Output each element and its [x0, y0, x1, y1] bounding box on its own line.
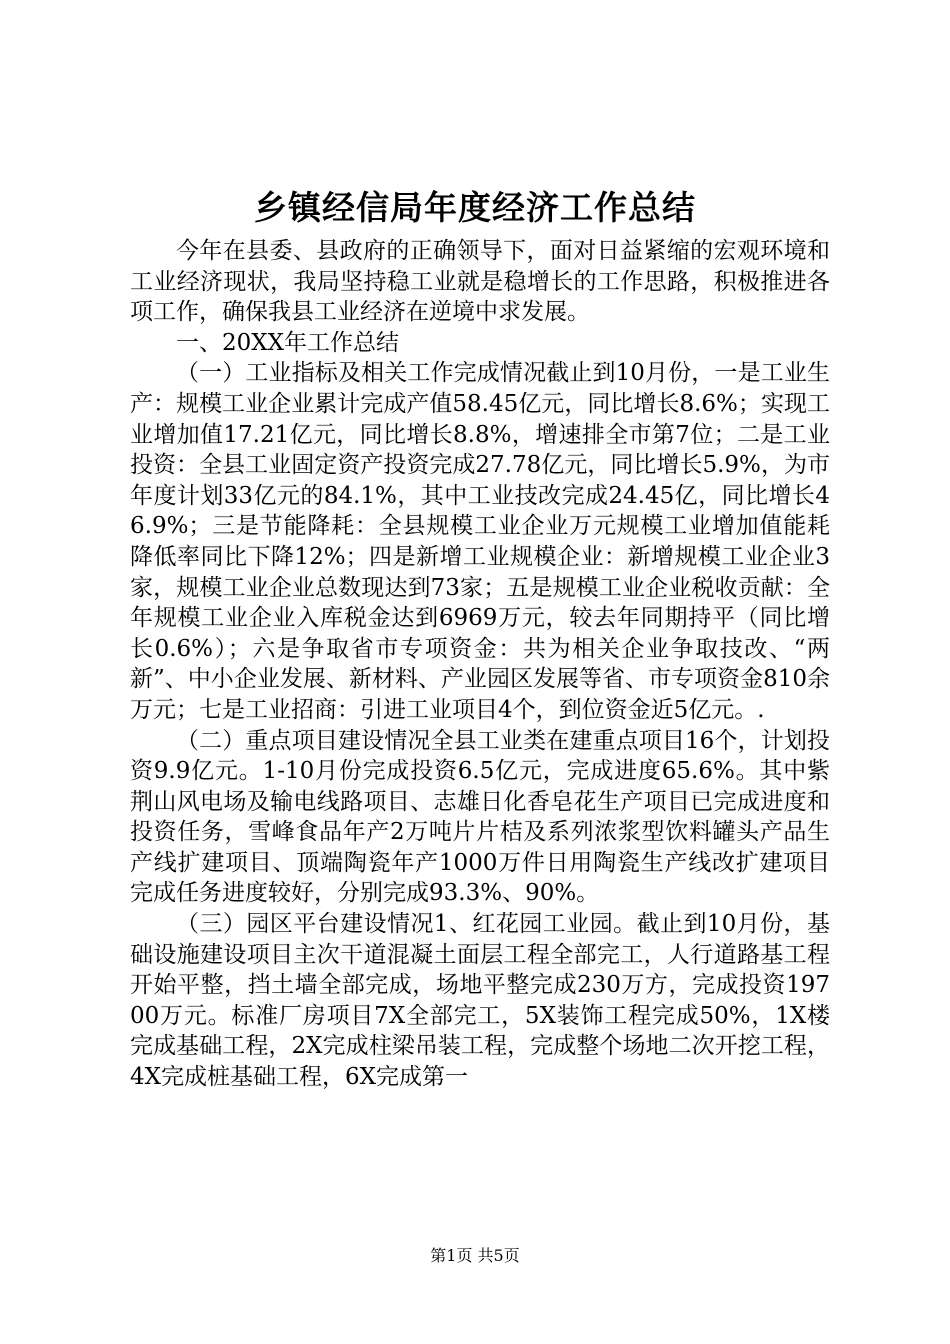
paragraph-key-projects: （二）重点项目建设情况全县工业类在建重点项目16个，计划投资9.9亿元。1-10月份完成投资6.5亿元，完成进度65.6%。其中紫荆山风电场及输电线路项目、志雄日化香皂花生产项目已完成进度和投资任务，雪峰食品年产2万吨片片桔及系列浓浆型饮料罐头产品生产线扩建项目、顶端陶瓷年产1000万件日用陶瓷生产线改扩建项目完成任务进度较好，分别完成93.3%、90%。 [130, 727, 830, 907]
section-heading: 一、20XX年工作总结 [176, 329, 400, 356]
paragraph-industrial-indicators: （一）工业指标及相关工作完成情况截止到10月份，一是工业生产：规模工业企业累计完成产值58.45亿元，同比增长8.6%；实现工业增加值17.21亿元，同比增长8.8%，增速排全市第7位；二是工业投资：全县工业固定资产投资完成27.78亿元，同比增长5.9%，为市年度计划33亿元的84.1%，其中工业技改完成24.45亿，同比增长46.9%；三是节能降耗：全县规模工业企业万元规模工业增加值能耗降低率同比下降12%；四是新增工业规模企业：新增规模工业企业3家，规模工业企业总数现达到73家；五是规模工业企业税收贡献：全年规模工业企业入库税金达到6969万元，较去年同期持平（同比增长0.6%）；六是争取省市专项资金：共为相关企业争取技改、“两新”、中小企业发展、新材料、产业园区发展等省、市专项资金810余万元；七是工业招商：引进工业项目4个，到位资金近5亿元。. [130, 360, 830, 723]
document-body [130, 236, 830, 1093]
document-title: 乡镇经信局年度经济工作总结 [254, 188, 696, 227]
paragraph-intro: 今年在县委、县政府的正确领导下，面对日益紧缩的宏观环境和工业经济现状，我局坚持稳工业就是稳增长的工作思路，积极推进各项工作，确保我县工业经济在逆境中求发展。 [130, 238, 830, 326]
paragraph-park-platform: （三）园区平台建设情况1、红花园工业园。截止到10月份，基础设施建设项目主次干道混凝土面层工程全部完工，人行道路基工程开始平整，挡土墙全部完成，场地平整完成230万方，完成投资19700万元。标准厂房项目7X全部完工，5X装饰工程完成50%，1X楼完成基础工程，2X完成柱梁吊装工程，完成整个场地二次开挖工程，4X完成桩基础工程，6X完成第一 [130, 911, 830, 1091]
page-indicator: 第1页 共5页 [430, 1246, 520, 1265]
